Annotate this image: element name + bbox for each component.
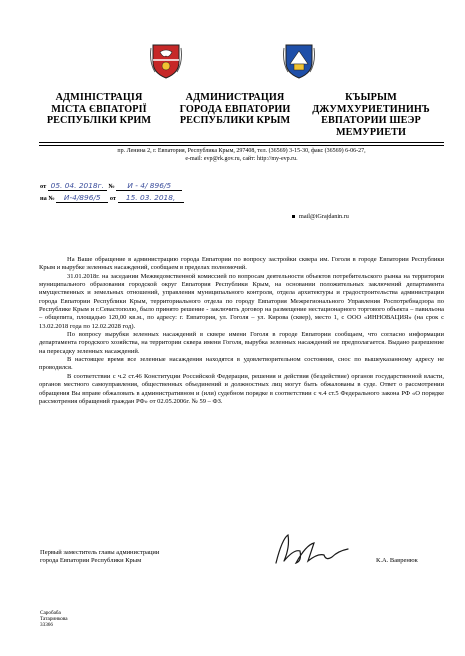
outgoing-registration [40, 181, 182, 191]
reference-from-label: от [109, 195, 117, 202]
paragraph-2: 31.01.2018г. на заседании Межведомственной комиссией по вопросам деятельности объектов потребительского рынка на территории муниципального образования городской округ Евпатория Республики Крым, на основании положительных заключений департамента имущественных и земельных отношений, управления муниципального контроля, отдела архитектуры и градостроительства администрации города Евпатории Республики Крым, территориального отдела по городу Евпатория Межрегионального Управления Роспотребнадзора по Республике Крым и г.Севастополю, было принято решение - заключить договор на размещение нестационарного торгового объекта – павильона – общепита, площадью 120,00 кв.м., по адресу: г. Евпатория, ул. Гоголя – ул. Кирова (сквер), место 1, с ООО «ИННОВАЦИЯ» (на срок с 13.02.2018 года по 12.02.2028 год). [39, 272, 444, 330]
incoming-reference [40, 193, 184, 203]
executor-name-2: Татаринкова [40, 616, 68, 622]
recipient [292, 213, 349, 220]
from-label: от [40, 183, 47, 190]
signatory-position [40, 549, 159, 566]
paragraph-1: На Ваше обращение в администрацию города Евпатории по вопросу застройки сквера им. Гоголя в городе Евпатории Республики Крым и вырубке зеленных насаждений, сообщаем в пределах полномочий. [39, 256, 444, 272]
position-line-2: города Евпатории Республики Крым [40, 557, 142, 565]
header-right-line-3: ЕВПАТОРИИ ШЕЭР [321, 115, 421, 126]
header-center-line-2: ГОРОДА ЕВПАТОРИИ [179, 103, 291, 115]
letter-body [39, 256, 444, 406]
header-right-line-1: КЪЫРЫМ [345, 92, 397, 103]
header-ukrainian [34, 92, 164, 127]
reference-label: на № [40, 195, 55, 202]
number-label: № [108, 183, 115, 190]
executor-block [40, 610, 68, 628]
address-line-2: e-mail: evp@rk.gov.ru, сайт: http://my-evp.ru. [185, 156, 298, 162]
outgoing-number: И - 4/ 896/5 [116, 181, 182, 191]
address-line-1: пр. Ленина 2, г. Евпатория, Республика Крым, 297408, тел. (36569) 3-15-30, факс (36569) 6-06-27, [117, 148, 366, 154]
header-right-line-4: МЕМУРИЕТИ [335, 126, 407, 138]
header-russian [170, 92, 300, 127]
evpatoria-emblem-icon [283, 42, 315, 80]
position-line-1: Первый заместитель главы администрации [40, 549, 160, 556]
header-right-line-2: ДЖУМХУРИЕТИНИНЪ [312, 103, 430, 115]
reference-number: И-4/896/5 [56, 193, 108, 203]
executor-phone: 33366 [40, 622, 53, 628]
reference-date: 15. 03. 2018, [118, 193, 184, 203]
paragraph-5: В соответствии с ч.2 ст.46 Конституции Российской Федерации, решения и действия (бездействие) органов государственной власти, органов местного самоуправления, общественных объединений и должностных лиц могут быть обжалованы в суде. Ответ о рассмотрении обращения Вы вправе обжаловать в административном и (или) судебном порядке в соответствии с ч.4 ст.5 Федерального закона РФ «О порядке рассмотрения обращений граждан РФ» от 02.05.2006г. № 59 – ФЗ. [39, 372, 444, 405]
signatory-name: К.А. Вавренюк [376, 557, 418, 564]
paragraph-4: В настоящее время все зеленные насаждения находятся в удовлетворительном состоянии, снос по вышеуказанному адресу не проводился. [39, 356, 444, 372]
header-crimean-tatar [302, 92, 440, 138]
address-block [39, 147, 444, 163]
bullet-icon [292, 215, 295, 218]
paragraph-3: По вопросу вырубки зеленных насаждений в сквере имени Гоголя в городе Евпатории сообщаем, что согласно информации департамента городского хозяйства, на территории сквера имени Гоголя, вырубка зеленных насаждений не предполагается. Выдано разрешение на пересадку зеленных насаждений. [39, 331, 444, 355]
header-left-line-2: МІСТА ЄВПАТОРІЇ [51, 103, 147, 115]
recipient-email: mail@iGrajdanin.ru [299, 213, 349, 220]
header-left-line-1: АДМІНІСТРАЦІЯ [55, 92, 143, 103]
crimea-emblem-icon [150, 42, 182, 80]
outgoing-date: 05. 04. 2018г. [48, 181, 107, 191]
header-divider-top [39, 142, 444, 143]
executor-name: Саробаба [40, 610, 61, 616]
handwritten-signature [272, 531, 352, 571]
header-center-line-1: АДМИНИСТРАЦИЯ [185, 92, 285, 103]
header-center-line-3: РЕСПУБЛИКИ КРЫМ [179, 115, 291, 126]
header-divider-thin [39, 145, 444, 146]
header-left-line-3: РЕСПУБЛІКИ КРИМ [46, 115, 152, 126]
